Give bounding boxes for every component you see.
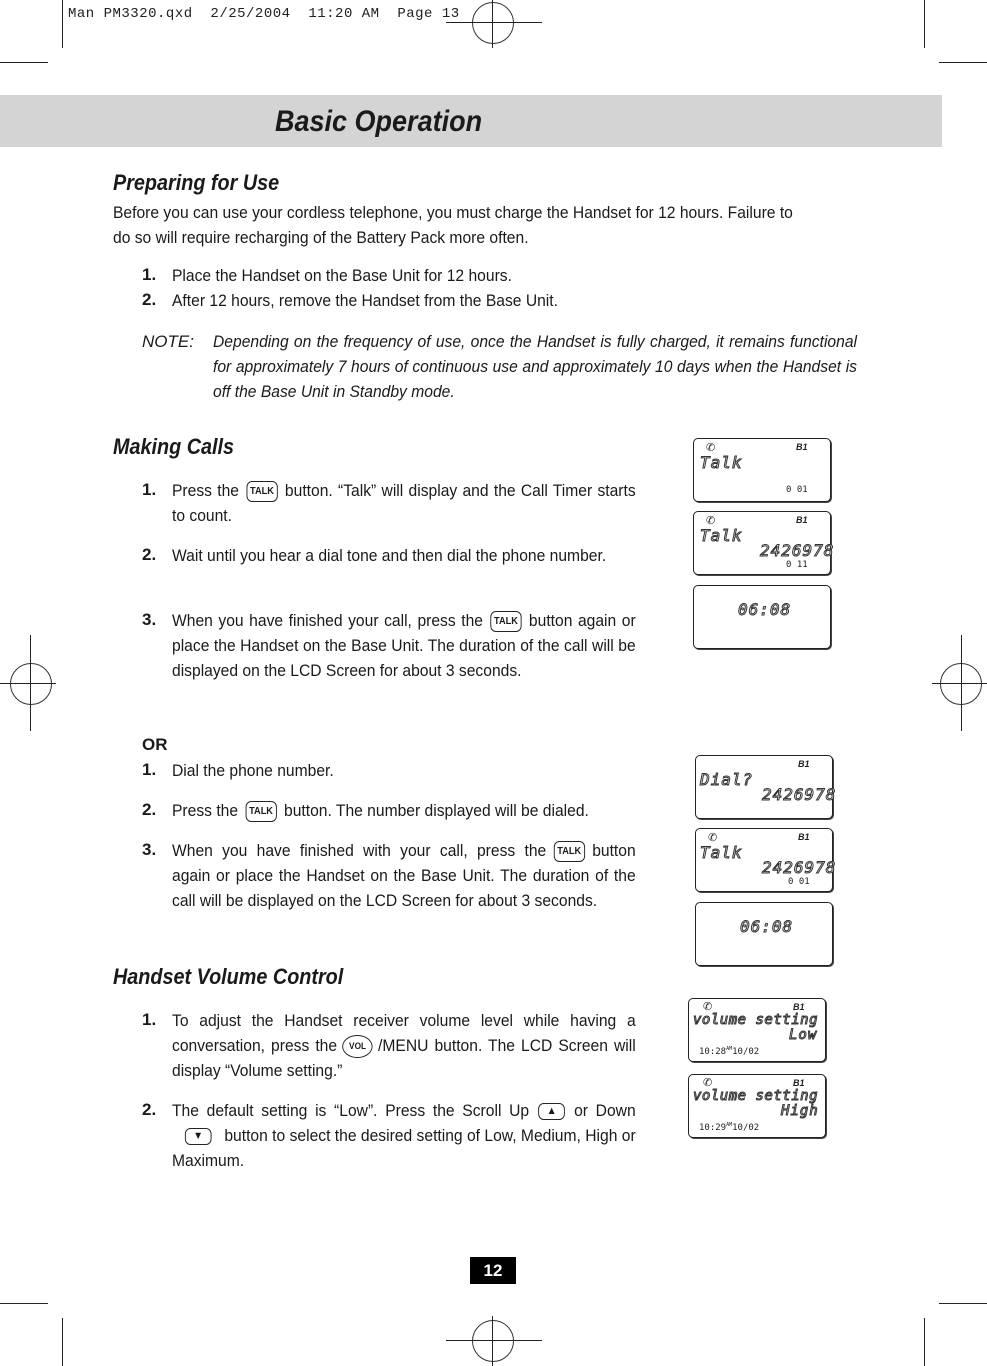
lcd-line1: volume setting xyxy=(693,1088,819,1104)
lcd-clock-date: 10/02 xyxy=(732,1123,760,1133)
lcd-clock-time: 10:28 xyxy=(699,1047,727,1057)
step-text-mid: or Down xyxy=(574,1101,636,1120)
preparing-intro-line2: do so will require recharging of the Battery Pack more often. xyxy=(113,228,529,247)
step-number: 3. xyxy=(142,840,157,859)
or-label: OR xyxy=(142,735,168,754)
lcd-number: 2426978 xyxy=(760,541,835,560)
lcd-b1: B1 xyxy=(793,1078,805,1088)
section-heading-volume: Handset Volume Control xyxy=(113,964,344,989)
crop-mark xyxy=(0,62,48,63)
step-number: 2. xyxy=(142,800,157,819)
page-title: Basic Operation xyxy=(275,105,483,138)
step-text-pre: To adjust the Handset receiver volume level while having a conversation, press the xyxy=(172,1011,636,1055)
lcd-line2: High xyxy=(781,1103,819,1119)
step-text-pre: When you have finished your call, press the xyxy=(172,611,483,630)
file-slug: Man PM3320.qxd 2/25/2004 11:20 AM Page 13 xyxy=(68,6,460,22)
step-text-pre: Press the xyxy=(172,481,240,500)
step-number: 1. xyxy=(142,1010,157,1029)
preparing-intro-line1: Before you can use your cordless telephone, you must charge the Handset for 12 hours. Failure to xyxy=(113,203,793,222)
section-heading-preparing: Preparing for Use xyxy=(113,170,280,195)
step-text-post: button. The number displayed will be dialed. xyxy=(283,801,589,820)
phone-icon: ✆ xyxy=(706,442,716,454)
crop-mark xyxy=(939,62,987,63)
step-text: Dial the phone number. xyxy=(172,761,334,780)
crop-mark xyxy=(924,0,925,48)
note-text: Depending on the frequency of use, once the Handset is fully charged, it remains functional for approximately 7 hours of continuous use and approximately 10 days when the Handset is off the Base Unit in Standby mode. xyxy=(213,332,857,401)
phone-icon: ✆ xyxy=(703,1001,713,1013)
step-text xyxy=(172,798,636,823)
lcd-line1: Talk xyxy=(700,526,743,545)
scroll-up-icon: ▲ xyxy=(538,1103,565,1120)
lcd-clock-ampm: AM xyxy=(726,1046,733,1052)
lcd-screen-talk xyxy=(693,438,831,502)
step-number: 3. xyxy=(142,610,157,629)
lcd-screen-dial xyxy=(695,755,837,819)
lcd-clock xyxy=(699,1046,759,1057)
crop-mark xyxy=(62,0,63,48)
step-number: 2. xyxy=(142,545,157,564)
lcd-b1: B1 xyxy=(793,1002,805,1012)
lcd-timer: 0 01 xyxy=(786,485,808,495)
lcd-duration: 06:08 xyxy=(740,917,794,936)
step-text-pre: When you have finished with your call, press the xyxy=(172,841,547,860)
lcd-screen-duration xyxy=(695,902,833,966)
lcd-timer: 0 11 xyxy=(786,560,808,570)
lcd-line1: Talk xyxy=(700,843,743,862)
registration-mark xyxy=(10,663,52,705)
crop-mark xyxy=(62,1318,63,1366)
crop-mark xyxy=(932,683,987,684)
crop-mark xyxy=(30,635,31,731)
lcd-line1: Talk xyxy=(700,453,743,472)
step-text: After 12 hours, remove the Handset from the Base Unit. xyxy=(172,291,558,310)
step-number: 1. xyxy=(142,760,157,779)
lcd-screen-talk-number xyxy=(693,511,835,575)
crop-mark xyxy=(939,1303,987,1304)
step-text xyxy=(172,608,636,683)
phone-icon: ✆ xyxy=(708,832,718,844)
section-heading-making-calls: Making Calls xyxy=(113,434,235,459)
crop-mark xyxy=(0,683,56,684)
crop-mark xyxy=(961,635,962,731)
page-number: 12 xyxy=(470,1257,516,1284)
lcd-clock xyxy=(699,1122,759,1133)
step-text xyxy=(172,1098,636,1173)
step-number: 2. xyxy=(142,290,157,309)
talk-button: TALK xyxy=(490,611,521,632)
step-text xyxy=(172,1008,636,1083)
step-text: Wait until you hear a dial tone and then dial the phone number. xyxy=(172,546,607,565)
vol-button: VOL xyxy=(343,1035,373,1058)
step-number: 2. xyxy=(142,1100,157,1119)
lcd-clock-date: 10/02 xyxy=(732,1047,760,1057)
step-number: 1. xyxy=(142,265,157,284)
crop-mark xyxy=(446,1340,542,1341)
lcd-b1: B1 xyxy=(796,442,808,452)
step-text-pre: Press the xyxy=(172,801,239,820)
lcd-screen-volume-low xyxy=(688,998,826,1062)
talk-button: TALK xyxy=(245,801,276,822)
registration-mark xyxy=(472,1320,514,1362)
lcd-screen-duration xyxy=(693,585,831,649)
lcd-b1: B1 xyxy=(798,759,810,769)
lcd-clock-ampm: AM xyxy=(726,1122,733,1128)
lcd-b1: B1 xyxy=(798,832,810,842)
note-label: NOTE: xyxy=(142,332,194,351)
step-text xyxy=(172,478,636,528)
crop-mark xyxy=(492,1316,493,1366)
talk-button: TALK xyxy=(246,481,277,502)
lcd-number: 2426978 xyxy=(762,785,837,804)
crop-mark xyxy=(492,0,493,48)
step-text xyxy=(172,838,636,913)
lcd-screen-talk-number xyxy=(695,828,837,892)
crop-mark xyxy=(924,1318,925,1366)
lcd-number: 2426978 xyxy=(762,858,837,877)
lcd-screen-volume-high xyxy=(688,1074,826,1138)
step-text-pre: The default setting is “Low”. Press the Scroll Up xyxy=(172,1101,530,1120)
phone-icon: ✆ xyxy=(706,515,716,527)
step-number: 1. xyxy=(142,480,157,499)
scroll-down-icon: ▼ xyxy=(185,1128,212,1145)
crop-mark xyxy=(0,1303,48,1304)
crop-mark xyxy=(446,22,542,23)
talk-button: TALK xyxy=(554,841,585,862)
lcd-line1: volume setting xyxy=(693,1012,819,1028)
lcd-clock-time: 10:29 xyxy=(699,1123,727,1133)
lcd-line1: Dial? xyxy=(700,770,754,789)
phone-icon: ✆ xyxy=(703,1077,713,1089)
step-text-post: button to select the desired setting of Low, Medium, High or Maximum. xyxy=(172,1126,636,1170)
step-text-post: /MENU button. The LCD Screen will display “Volume setting.” xyxy=(172,1036,636,1081)
lcd-timer: 0 01 xyxy=(788,877,810,887)
lcd-line2: Low xyxy=(789,1027,818,1043)
lcd-duration: 06:08 xyxy=(738,600,792,619)
step-text-post: button again or place the Handset on the Base Unit. The duration of the call will be displayed on the LCD Screen for about 3 seconds. xyxy=(172,611,636,680)
step-text-post: button again or place the Handset on the Base Unit. The duration of the call will be displayed on the LCD Screen for about 3 seconds. xyxy=(172,841,636,910)
step-text-post: button. “Talk” will display and the Call Timer starts to count. xyxy=(172,481,636,525)
step-text: Place the Handset on the Base Unit for 12 hours. xyxy=(172,266,512,285)
registration-mark xyxy=(472,2,514,44)
lcd-b1: B1 xyxy=(796,515,808,525)
